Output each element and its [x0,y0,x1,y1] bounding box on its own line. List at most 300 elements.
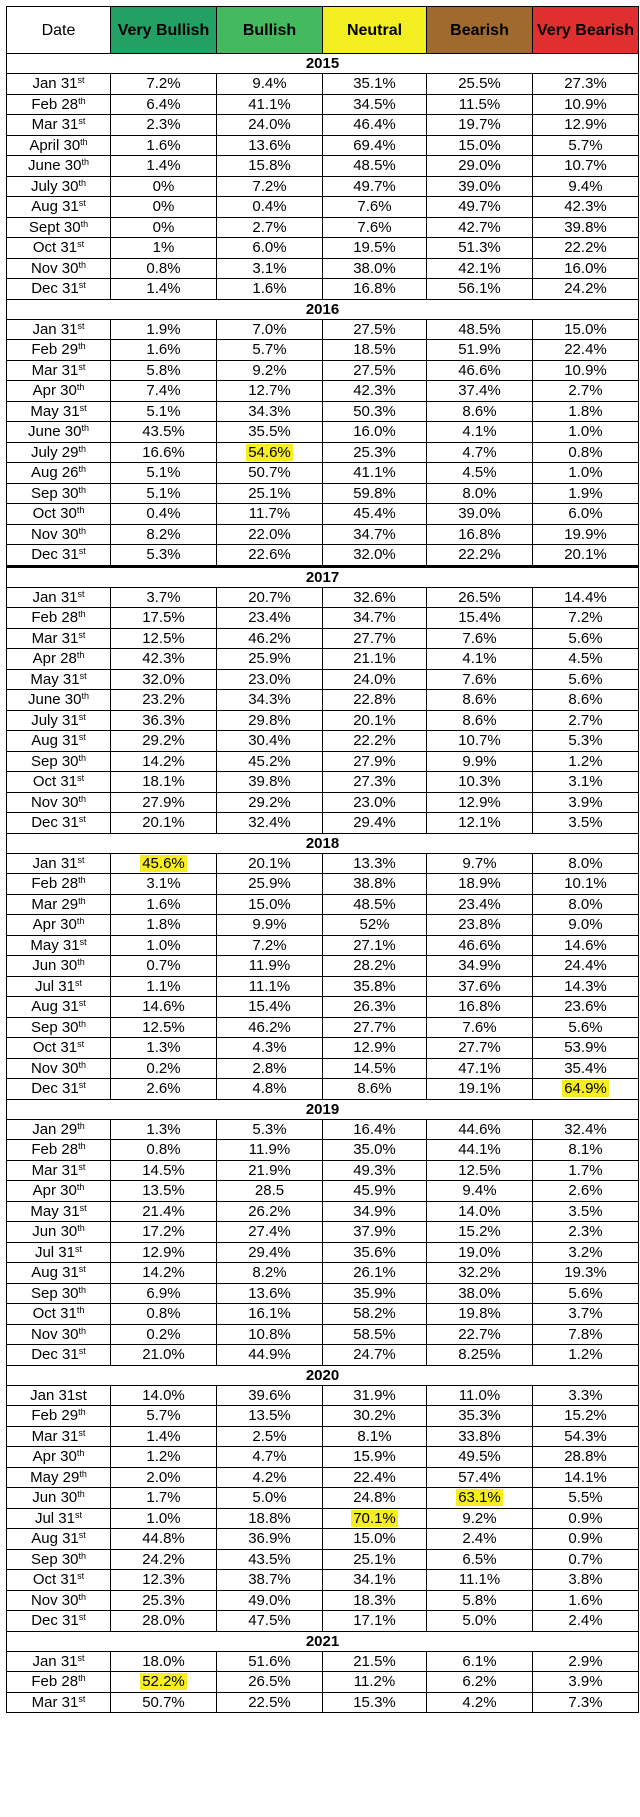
value-cell-bearish [427,894,533,915]
value-text: 9.0% [568,916,603,934]
date-cell [7,1590,111,1611]
value-cell-very-bullish [111,1426,217,1447]
value-text: 6.0% [252,239,287,257]
value-cell-very-bearish [533,74,639,95]
date-cell [7,1119,111,1140]
value-cell-very-bullish [111,1406,217,1427]
value-text: 32.0% [353,546,396,564]
value-cell-very-bearish [533,1263,639,1284]
date-text: Mar 31 [31,1693,79,1711]
value-cell-bullish [217,1242,323,1263]
value-text: 0.8% [146,1305,181,1323]
date-text: Feb 28 [31,95,79,113]
value-text: 12.5% [142,629,185,647]
date-cell [7,1570,111,1591]
value-cell-bearish [427,1692,533,1713]
value-cell-bearish [427,608,533,629]
date-cell [7,1038,111,1059]
value-text: 43.5% [248,1550,291,1568]
value-cell-bullish [217,1385,323,1406]
value-text: 24.0% [353,670,396,688]
value-text: 35.9% [353,1284,396,1302]
value-text: 7.2% [568,609,603,627]
value-cell-bearish [427,1058,533,1079]
value-text: 24.2% [142,1550,185,1568]
value-cell-very-bullish [111,422,217,443]
value-cell-bullish [217,340,323,361]
date-ordinal-suffix: th [76,1305,85,1316]
date-ordinal-suffix: st [78,1693,86,1704]
value-cell-bearish [427,524,533,545]
value-cell-very-bearish [533,915,639,936]
value-cell-very-bearish [533,156,639,177]
value-text: 1.1% [146,977,181,995]
value-text: 47.5% [248,1612,291,1630]
date-text: Sep 30 [30,484,79,502]
value-cell-neutral [323,628,427,649]
table-row [7,74,639,95]
value-text: 35.8% [353,977,396,995]
value-text: 35.5% [248,423,291,441]
value-cell-bullish [217,710,323,731]
date-text: Aug 31 [31,198,79,216]
value-text: 12.5% [458,1161,501,1179]
date-text: Sep 30 [30,1284,79,1302]
value-cell-very-bullish [111,1345,217,1366]
value-text: 2.3% [568,1223,603,1241]
value-text: 39.0% [458,505,501,523]
value-cell-very-bearish [533,176,639,197]
value-text: 16.1% [248,1305,291,1323]
date-ordinal-suffix: th [78,525,87,536]
date-ordinal-suffix: st [78,814,86,825]
date-text: Dec 31 [31,1346,79,1364]
value-cell-bullish [217,1160,323,1181]
date-cell [7,628,111,649]
value-cell-bearish [427,1222,533,1243]
value-text: 2.5% [252,1427,287,1445]
value-cell-very-bullish [111,1324,217,1345]
date-ordinal-suffix: st [78,1612,86,1623]
date-ordinal-suffix: th [78,1673,86,1684]
header-date: Date [7,7,111,54]
value-cell-very-bearish [533,1324,639,1345]
date-ordinal-suffix: th [78,793,87,804]
value-cell-neutral [323,1447,427,1468]
value-text: 22.8% [353,691,396,709]
date-cell [7,545,111,567]
value-cell-bullish [217,360,323,381]
date-cell [7,1079,111,1100]
year-label: 2015 [7,54,639,74]
value-text: 1.7% [146,1489,181,1507]
value-text: 27.7% [458,1039,501,1057]
date-text: Sep 30 [30,1550,79,1568]
value-cell-very-bullish [111,1692,217,1713]
value-cell-bullish [217,401,323,422]
value-text: 10.7% [564,157,607,175]
value-cell-neutral [323,751,427,772]
value-text: 15.3% [353,1693,396,1711]
table-row [7,217,639,238]
value-text: 31.9% [353,1386,396,1404]
value-text: 9.7% [462,854,497,872]
date-cell [7,238,111,259]
date-ordinal-suffix: st [78,1264,86,1275]
value-cell-very-bearish [533,710,639,731]
date-text: Dec 31 [31,814,79,832]
value-cell-bearish [427,669,533,690]
value-text: 45.2% [248,752,291,770]
highlighted-value: 54.6% [248,443,291,461]
value-text: 3.1% [252,259,287,277]
value-text: 32.0% [142,670,185,688]
header-row [7,7,639,54]
date-cell [7,1672,111,1693]
value-cell-neutral [323,74,427,95]
value-text: 29.2% [248,793,291,811]
value-text: 34.3% [248,402,291,420]
value-cell-neutral [323,915,427,936]
value-cell-very-bullish [111,1181,217,1202]
value-cell-very-bullish [111,976,217,997]
date-ordinal-suffix: st [78,116,86,127]
value-cell-bullish [217,279,323,300]
value-cell-bullish [217,381,323,402]
value-text: 16.0% [564,259,607,277]
date-ordinal-suffix: th [78,341,86,352]
value-cell-bullish [217,319,323,340]
value-text: 8.6% [462,711,497,729]
table-row [7,1488,639,1509]
value-text: 36.9% [248,1530,291,1548]
value-text: 10.7% [458,732,501,750]
value-cell-bearish [427,690,533,711]
value-text: 54.3% [564,1427,607,1445]
value-cell-very-bullish [111,1467,217,1488]
date-cell [7,156,111,177]
table-row [7,813,639,834]
date-cell [7,751,111,772]
date-text: Aug 26 [30,464,79,482]
table-row [7,956,639,977]
value-cell-bearish [427,813,533,834]
highlighted-value: 63.1% [458,1489,501,1507]
date-cell [7,853,111,874]
value-cell-bullish [217,1570,323,1591]
date-ordinal-suffix: th [78,609,86,620]
value-cell-very-bearish [533,976,639,997]
value-text: 5.7% [252,341,287,359]
value-text: 5.6% [568,629,603,647]
value-cell-very-bearish [533,1611,639,1632]
value-text: 8.0% [568,854,603,872]
value-cell-very-bearish [533,669,639,690]
value-cell-neutral [323,1222,427,1243]
value-cell-bearish [427,731,533,752]
date-cell [7,1058,111,1079]
value-text: 9.4% [252,75,287,93]
date-text: Nov 30 [30,793,79,811]
value-cell-neutral [323,813,427,834]
date-cell [7,94,111,115]
value-cell-very-bearish [533,997,639,1018]
date-text: Jun 30 [32,1223,78,1241]
value-text: 7.6% [357,198,392,216]
value-text: 22.4% [353,1468,396,1486]
value-text: 42.3% [353,382,396,400]
value-cell-neutral [323,176,427,197]
value-cell-bearish [427,238,533,259]
date-ordinal-suffix: st [78,998,86,1009]
value-cell-neutral [323,1426,427,1447]
value-cell-neutral [323,1406,427,1427]
value-text: 27.3% [564,75,607,93]
value-text: 16.6% [142,443,185,461]
value-cell-bearish [427,156,533,177]
value-text: 1.0% [568,464,603,482]
value-text: 17.5% [142,609,185,627]
table-row [7,731,639,752]
value-cell-neutral [323,608,427,629]
value-text: 1.8% [568,402,603,420]
table-row [7,1160,639,1181]
value-cell-bearish [427,360,533,381]
value-text: 1% [152,239,175,257]
value-cell-very-bullish [111,1038,217,1059]
table-row [7,1426,639,1447]
value-cell-very-bearish [533,1140,639,1161]
date-ordinal-suffix: th [78,464,87,475]
value-cell-bullish [217,1283,323,1304]
value-text: 5.7% [568,136,603,154]
value-text: 13.3% [353,854,396,872]
date-ordinal-suffix: th [79,1468,87,1479]
value-cell-bullish [217,792,323,813]
date-cell [7,422,111,443]
value-cell-very-bullish [111,217,217,238]
date-cell [7,915,111,936]
value-cell-very-bearish [533,1058,639,1079]
value-cell-bullish [217,1447,323,1468]
value-text: 0.2% [146,1325,181,1343]
value-cell-neutral [323,731,427,752]
value-cell-bearish [427,935,533,956]
value-text: 23.0% [353,793,396,811]
value-cell-bullish [217,1304,323,1325]
date-ordinal-suffix: th [77,957,85,968]
value-cell-very-bearish [533,1345,639,1366]
value-cell-very-bullish [111,545,217,567]
value-text: 28.8% [564,1448,607,1466]
value-cell-very-bearish [533,1447,639,1468]
value-cell-bearish [427,115,533,136]
value-text: 9.4% [462,1182,497,1200]
value-text: 28.0% [142,1612,185,1630]
table-row [7,156,639,177]
value-cell-very-bearish [533,813,639,834]
value-text: 23.0% [248,670,291,688]
value-cell-bullish [217,1263,323,1284]
value-text: 69.4% [353,136,396,154]
year-label: 2020 [7,1365,639,1385]
value-cell-bullish [217,504,323,525]
date-text: Aug 31 [31,1530,79,1548]
value-text: 0% [152,218,175,236]
value-text: 3.7% [568,1305,603,1323]
value-cell-very-bullish [111,587,217,608]
value-text: 2.7% [568,382,603,400]
value-text: 4.1% [462,423,497,441]
year-row [7,566,639,587]
value-cell-bullish [217,813,323,834]
value-cell-very-bearish [533,1488,639,1509]
date-cell [7,649,111,670]
value-cell-neutral [323,94,427,115]
value-cell-bearish [427,1324,533,1345]
date-ordinal-suffix: st [78,546,86,557]
value-cell-bullish [217,74,323,95]
value-text: 5.6% [568,1018,603,1036]
date-text: Jan 31 [32,320,78,338]
value-text: 13.5% [248,1407,291,1425]
date-ordinal-suffix: th [78,1059,87,1070]
value-cell-bearish [427,628,533,649]
date-cell [7,115,111,136]
value-cell-bearish [427,997,533,1018]
table-row [7,669,639,690]
value-text: 16.8% [458,525,501,543]
value-text: 8.6% [462,691,497,709]
value-text: 6.2% [462,1673,497,1691]
value-cell-very-bullish [111,401,217,422]
header-very-bearish: Very Bearish [533,7,639,54]
value-text: 25.3% [353,443,396,461]
value-cell-neutral [323,1570,427,1591]
value-cell-bearish [427,1345,533,1366]
date-cell [7,772,111,793]
value-text: 23.4% [248,609,291,627]
value-cell-very-bullish [111,94,217,115]
date-text: Mar 29 [31,895,79,913]
table-row [7,115,639,136]
value-text: 46.2% [248,1018,291,1036]
date-ordinal-suffix: st [78,1080,86,1091]
date-cell [7,1283,111,1304]
date-cell [7,731,111,752]
value-text: 7.3% [568,1693,603,1711]
value-text: 1.9% [568,484,603,502]
value-text: 2.3% [146,116,181,134]
value-cell-very-bearish [533,1570,639,1591]
table-row [7,176,639,197]
value-cell-bearish [427,1406,533,1427]
value-cell-bullish [217,853,323,874]
value-cell-bullish [217,1345,323,1366]
value-cell-neutral [323,135,427,156]
date-text: Apr 30 [32,1182,77,1200]
value-cell-very-bullish [111,649,217,670]
date-cell [7,792,111,813]
table-row [7,1467,639,1488]
value-cell-very-bearish [533,1222,639,1243]
date-ordinal-suffix: st [77,239,85,250]
value-text: 1.3% [146,1039,181,1057]
value-text: 29.4% [248,1243,291,1261]
value-text: 25.9% [248,875,291,893]
value-cell-very-bullish [111,853,217,874]
value-text: 4.7% [462,443,497,461]
table-row [7,976,639,997]
value-text: 0.8% [146,1141,181,1159]
date-cell [7,997,111,1018]
value-text: 3.5% [568,814,603,832]
value-text: 37.4% [458,382,501,400]
value-text: 2.6% [146,1080,181,1098]
value-cell-bullish [217,94,323,115]
value-cell-bullish [217,1467,323,1488]
value-cell-neutral [323,1611,427,1632]
table-row [7,1263,639,1284]
value-text: 14.5% [353,1059,396,1077]
value-text: 25.1% [353,1550,396,1568]
value-text: 5.7% [146,1407,181,1425]
value-cell-neutral [323,1140,427,1161]
value-cell-neutral [323,956,427,977]
highlighted-value: 52.2% [142,1673,185,1691]
date-text: May 31 [30,936,80,954]
date-text: Apr 28 [32,650,77,668]
value-text: 39.8% [248,773,291,791]
value-cell-bullish [217,1222,323,1243]
table-row [7,340,639,361]
date-text: Nov 30 [30,259,79,277]
table-row [7,1447,639,1468]
value-cell-very-bearish [533,504,639,525]
value-cell-very-bearish [533,360,639,381]
value-cell-bearish [427,217,533,238]
value-text: 2.6% [568,1182,603,1200]
value-text: 14.4% [564,588,607,606]
value-text: 3.2% [568,1243,603,1261]
date-cell [7,74,111,95]
value-text: 25.3% [142,1591,185,1609]
date-ordinal-suffix: st [78,1161,86,1172]
date-text: July 29 [30,443,79,461]
value-text: 0.7% [146,957,181,975]
value-text: 27.7% [353,629,396,647]
value-text: 27.4% [248,1223,291,1241]
value-cell-neutral [323,1529,427,1550]
date-text: Mar 31 [31,116,79,134]
value-cell-bearish [427,1201,533,1222]
value-cell-bullish [217,1611,323,1632]
value-cell-very-bearish [533,545,639,567]
value-text: 5.3% [252,1120,287,1138]
value-cell-neutral [323,1304,427,1325]
value-cell-bullish [217,258,323,279]
date-text: Jun 30 [32,1489,78,1507]
value-cell-bullish [217,1590,323,1611]
value-cell-bearish [427,319,533,340]
value-text: 0.8% [146,259,181,277]
value-cell-very-bearish [533,381,639,402]
table-row [7,94,639,115]
value-cell-neutral [323,1549,427,1570]
value-cell-very-bullish [111,1140,217,1161]
value-cell-bullish [217,690,323,711]
value-text: 41.1% [353,464,396,482]
